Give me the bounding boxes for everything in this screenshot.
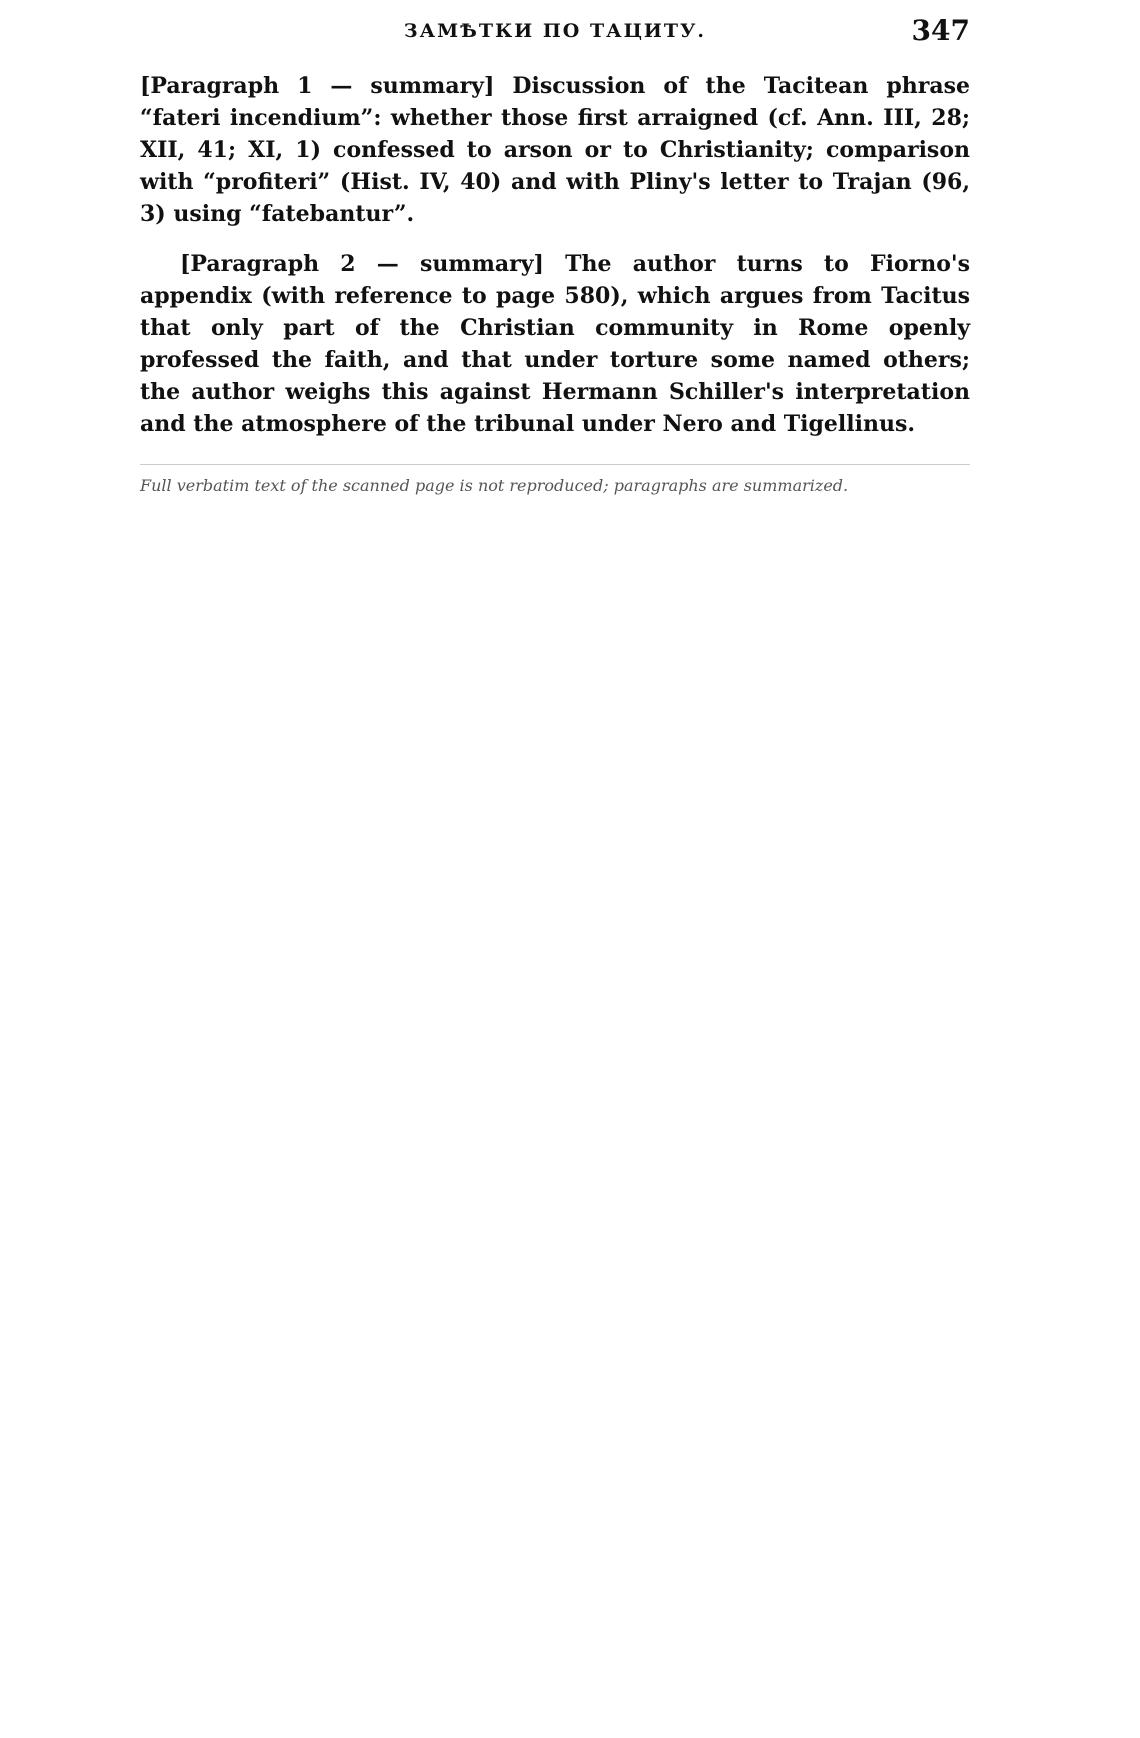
body-text <box>140 70 970 497</box>
book-page <box>140 10 970 497</box>
page-number: 347 <box>911 14 970 47</box>
paragraph-1: [Paragraph 1 — summary] Discussion of the Tacitean phrase “fateri incendium”: whether those first arraigned (cf. Ann. III, 28; XII, 41; XI, 1) confessed to arson or to Christianity; comparison with “profiteri” (Hist. IV, 40) and with Pliny's letter to Trajan (96, 3) using “fatebantur”. <box>140 73 970 227</box>
running-head <box>140 10 970 58</box>
excerpt-note: Full verbatim text of the scanned page is not reproduced; paragraphs are summarized. <box>140 464 970 497</box>
paragraph-2: [Paragraph 2 — summary] The author turns to Fiorno's appendix (with reference to page 580), which argues from Tacitus that only part of the Christian community in Rome openly professed the faith, and that under torture some named others; the author weighs this against Hermann Schiller's interpretation and the atmosphere of the tribunal under Nero and Tigellinus. <box>140 251 970 437</box>
running-title: ЗАМѢТКИ ПО ТАЦИТУ. <box>403 20 707 42</box>
